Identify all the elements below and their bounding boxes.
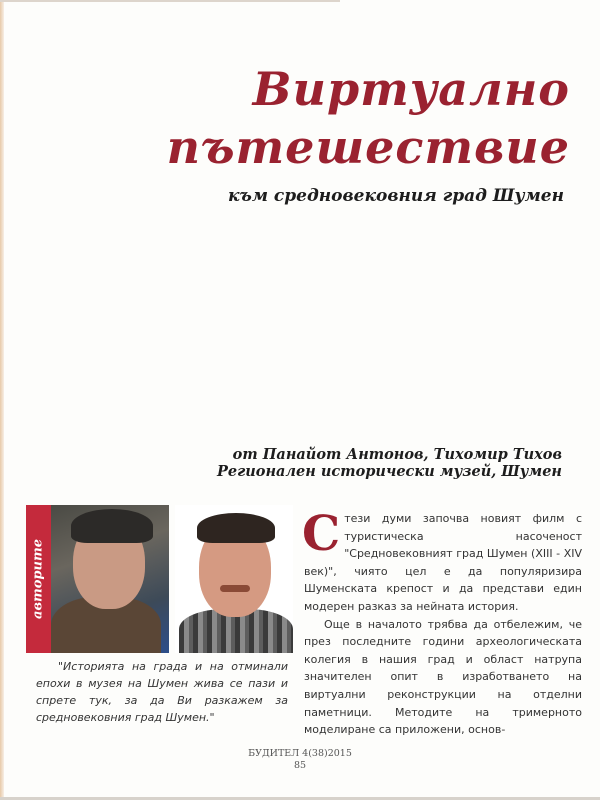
byline (217, 446, 562, 480)
page-edge-top (0, 0, 340, 2)
photo-2-mustache-shape (220, 585, 250, 592)
byline-authors: от Панайот Антонов, Тихомир Тихов (232, 446, 562, 463)
title-line-2: пътешествие (166, 120, 570, 174)
authors-photo-block (26, 505, 292, 653)
page-edge-left (0, 0, 4, 800)
subtitle: към средновековния град Шумен (227, 186, 564, 206)
author-photo-1 (51, 505, 169, 653)
title-line-1: Виртуално (252, 62, 570, 116)
page-number: 85 (293, 760, 307, 771)
author-photo-2 (175, 505, 293, 653)
page-footer (0, 748, 600, 772)
drop-cap: С (302, 506, 341, 562)
photo-1-hair-shape (71, 509, 153, 543)
article-body (302, 506, 582, 739)
byline-affiliation: Регионален исторически музей, Шумен (216, 463, 562, 480)
paragraph-1-text: тези думи започва новият филм с туристическа насоченост "Средновековният град Шумен (XIII - XIV век)", чиято цел е да популяризира Шуменската крепост и да представи един модерен разказ за нейната история. (304, 512, 582, 613)
authors-band (26, 505, 51, 653)
photo-2-hair-shape (197, 513, 275, 543)
paragraph-1 (302, 506, 582, 616)
publication-name: БУДИТЕЛ 4(38)2015 (248, 748, 352, 759)
pull-quote: "Историята на града и на отминали епохи в музея на Шумен жива се пази и спрете тук, за да Ви разкажем за средновековния град Шумен." (36, 660, 288, 724)
paragraph-2: Още в началото трябва да отбележим, че през последните години археологическата колегия в нашия град и област натрупа значителен опит в изработването на виртуални реконструкции на отделни паметници. Методите на тримерното моделиране са приложени, основ- (304, 617, 582, 737)
authors-label: авторите (30, 539, 46, 619)
